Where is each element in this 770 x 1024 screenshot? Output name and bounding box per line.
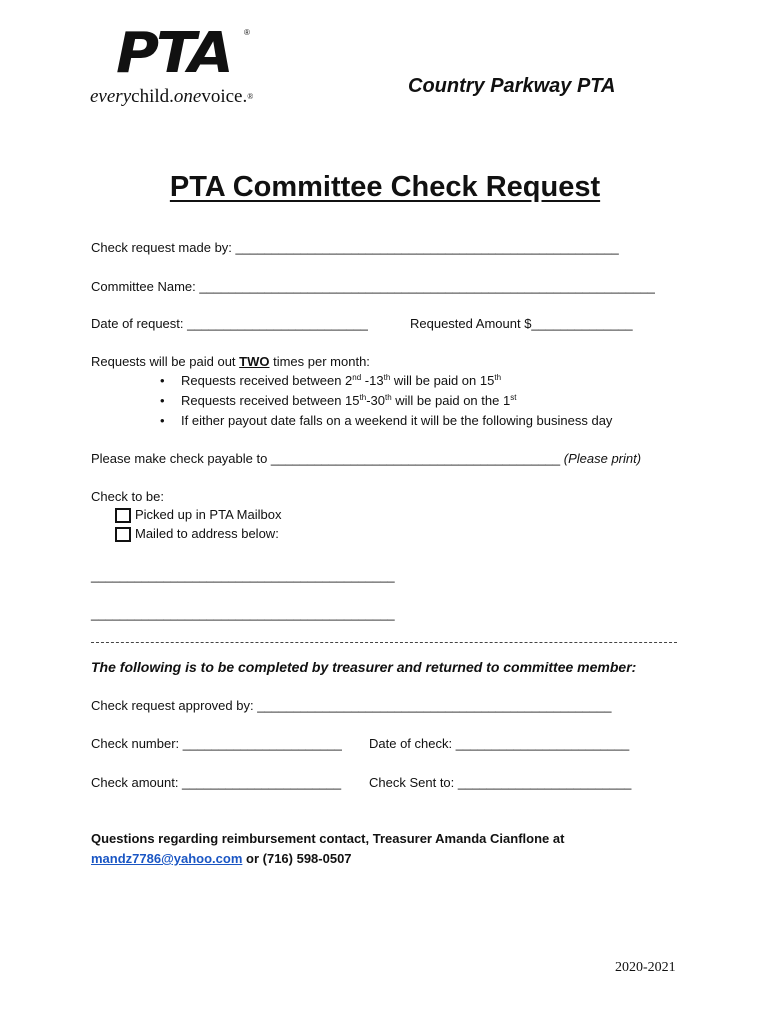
contact-line: Questions regarding reimbursement contact, Treasurer Amanda Cianflone at [91,831,565,846]
payable-to-field[interactable]: Please make check payable to ________________________________________ (Please print) [91,451,642,466]
pta-logo-wordmark: PTA [116,21,231,86]
list-item: • If either payout date falls on a weekend it will be the following business day [160,413,612,433]
organization-name: Country Parkway PTA [408,75,616,97]
check-number-field[interactable]: Check number: ______________________ [91,736,342,751]
approved-by-field[interactable]: Check request approved by: _________________________________________________ [91,698,612,713]
contact-email-line: mandz7786@yahoo.com or (716) 598-0507 [91,851,352,866]
address-line-2[interactable]: __________________________________________ [91,606,395,621]
pickup-option[interactable]: Picked up in PTA Mailbox [115,507,281,523]
list-item: • Requests received between 15th-30th will be paid on the 1st [160,393,612,413]
address-line-1[interactable]: __________________________________________ [91,568,395,583]
requested-amount-field[interactable]: Requested Amount $______________ [410,316,633,331]
mail-option[interactable]: Mailed to address below: [115,526,279,542]
mail-checkbox[interactable] [115,527,131,542]
check-sent-to-field[interactable]: Check Sent to: ________________________ [369,775,632,790]
check-request-made-by-field[interactable]: Check request made by: _____________________________________________________ [91,240,619,255]
payout-intro: Requests will be paid out TWO times per month: [91,354,370,369]
pta-logo-tagline: everychild.onevoice.® [90,86,254,107]
check-to-be-label: Check to be: [91,489,164,504]
date-of-request-field[interactable]: Date of request: _________________________ [91,316,368,331]
pickup-checkbox[interactable] [115,508,131,523]
committee-name-field[interactable]: Committee Name: _______________________________________________________________ [91,279,655,294]
section-divider [91,642,677,643]
check-amount-field[interactable]: Check amount: ______________________ [91,775,342,790]
page-title: PTA Committee Check Request [169,171,601,203]
payout-rules-list [160,373,612,433]
treasurer-email-link[interactable]: mandz7786@yahoo.com [91,851,243,866]
treasurer-section-heading: The following is to be completed by treasurer and returned to committee member: [91,659,637,675]
school-year: 2020-2021 [615,960,676,975]
pta-logo-registered-mark: ® [244,28,250,37]
list-item: • Requests received between 2nd -13th will be paid on 15th [160,373,612,393]
date-of-check-field[interactable]: Date of check: ________________________ [369,736,630,751]
